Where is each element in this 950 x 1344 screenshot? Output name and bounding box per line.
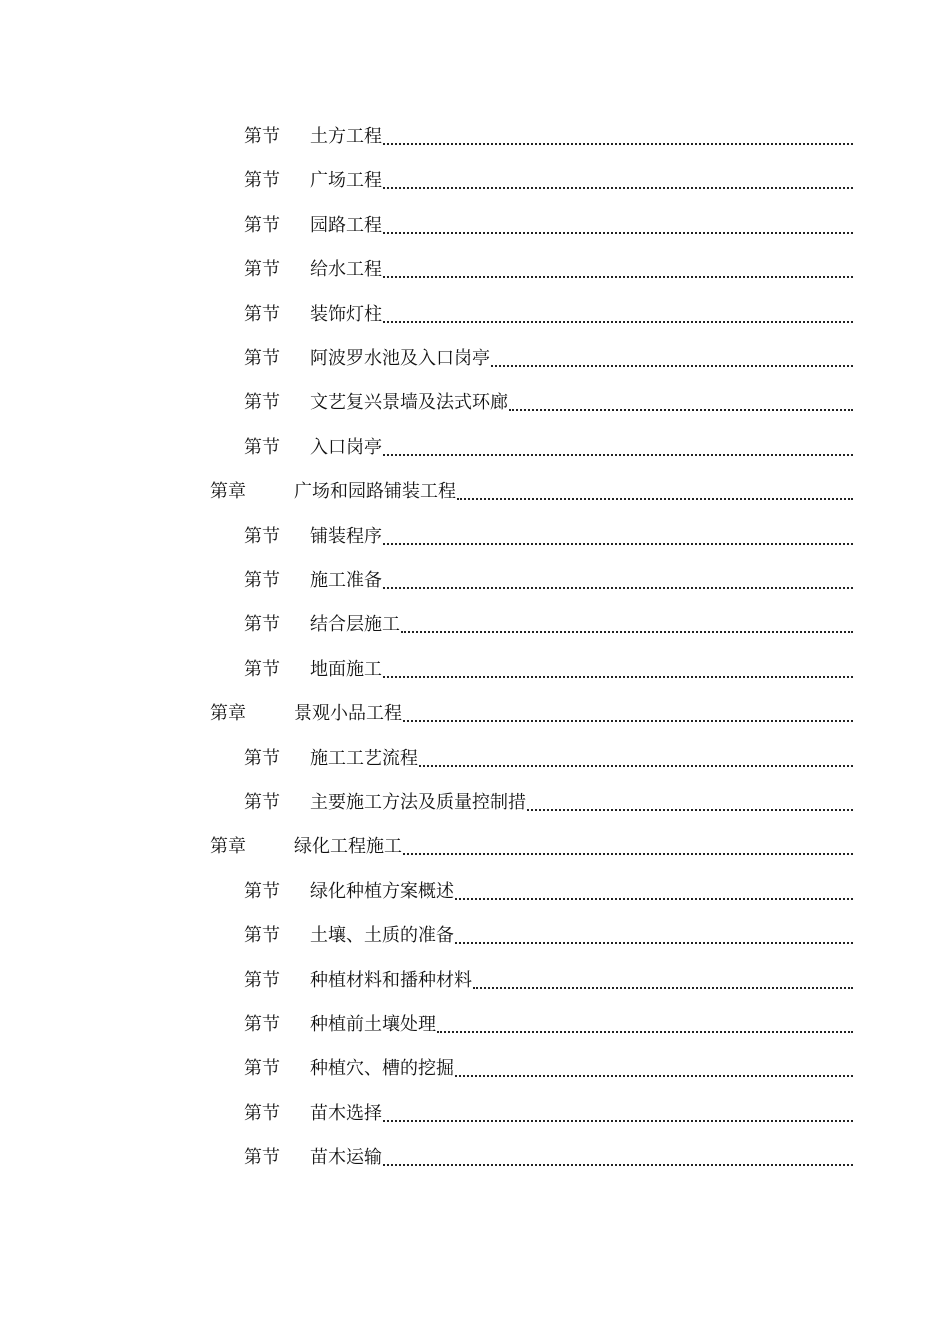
entry-label: 第节	[244, 304, 280, 325]
dot-leader	[456, 475, 853, 509]
entry-label: 第章	[210, 703, 246, 724]
dot-leader	[472, 964, 853, 998]
toc-entry[interactable]	[244, 164, 853, 198]
entry-label: 第节	[244, 748, 280, 769]
toc-entry[interactable]	[244, 520, 853, 554]
entry-label: 第节	[244, 215, 280, 236]
entry-title: 给水工程	[310, 259, 382, 280]
entry-label: 第节	[244, 170, 280, 191]
dot-leader	[382, 164, 853, 198]
toc-entry[interactable]	[244, 564, 853, 598]
dot-leader	[418, 742, 853, 776]
toc-entry[interactable]	[244, 120, 853, 154]
toc-entry[interactable]	[210, 697, 853, 731]
toc-entry[interactable]	[210, 475, 853, 509]
dot-leader	[436, 1008, 853, 1042]
toc-entry[interactable]	[244, 298, 853, 332]
dot-leader	[454, 875, 853, 909]
dot-leader	[382, 298, 853, 332]
dot-leader	[382, 1141, 853, 1175]
dot-leader	[382, 253, 853, 287]
toc-entry[interactable]	[244, 1141, 853, 1175]
toc-entry[interactable]	[244, 964, 853, 998]
toc-entry[interactable]	[244, 786, 853, 820]
dot-leader	[400, 608, 853, 642]
dot-leader	[382, 1097, 853, 1131]
entry-label: 第节	[244, 437, 280, 458]
entry-title: 绿化工程施工	[294, 836, 402, 857]
entry-label: 第章	[210, 836, 246, 857]
entry-label: 第节	[244, 348, 280, 369]
entry-label: 第节	[244, 659, 280, 680]
entry-title: 主要施工方法及质量控制措	[310, 792, 526, 813]
entry-title: 结合层施工	[310, 614, 400, 635]
toc-entry[interactable]	[244, 342, 853, 376]
entry-label: 第节	[244, 1103, 280, 1124]
toc-entry[interactable]	[244, 742, 853, 776]
entry-label: 第节	[244, 1147, 280, 1168]
dot-leader	[402, 697, 853, 731]
entry-label: 第节	[244, 792, 280, 813]
dot-leader	[382, 209, 853, 243]
toc-entry[interactable]	[244, 919, 853, 953]
dot-leader	[402, 830, 853, 864]
entry-title: 土壤、土质的准备	[310, 925, 454, 946]
entry-label: 第节	[244, 881, 280, 902]
entry-title: 装饰灯柱	[310, 304, 382, 325]
toc-entry[interactable]	[244, 253, 853, 287]
dot-leader	[490, 342, 853, 376]
entry-label: 第节	[244, 570, 280, 591]
entry-title: 苗木运输	[310, 1147, 382, 1168]
entry-title: 土方工程	[310, 126, 382, 147]
entry-title: 景观小品工程	[294, 703, 402, 724]
entry-label: 第节	[244, 1014, 280, 1035]
dot-leader	[454, 919, 853, 953]
entry-title: 种植前土壤处理	[310, 1014, 436, 1035]
entry-title: 种植穴、槽的挖掘	[310, 1058, 454, 1079]
toc-entry[interactable]	[244, 431, 853, 465]
entry-title: 施工工艺流程	[310, 748, 418, 769]
toc-entry[interactable]	[210, 830, 853, 864]
dot-leader	[382, 431, 853, 465]
dot-leader	[382, 564, 853, 598]
entry-title: 铺装程序	[310, 526, 382, 547]
toc-entry[interactable]	[244, 608, 853, 642]
entry-label: 第节	[244, 392, 280, 413]
entry-title: 种植材料和播种材料	[310, 970, 472, 991]
entry-title: 文艺复兴景墙及法式环廊	[310, 392, 508, 413]
dot-leader	[382, 653, 853, 687]
dot-leader	[382, 120, 853, 154]
entry-label: 第节	[244, 259, 280, 280]
dot-leader	[454, 1052, 853, 1086]
toc-entry[interactable]	[244, 1097, 853, 1131]
dot-leader	[508, 386, 853, 420]
toc-entry[interactable]	[244, 386, 853, 420]
toc-entry[interactable]	[244, 209, 853, 243]
entry-title: 入口岗亭	[310, 437, 382, 458]
entry-title: 园路工程	[310, 215, 382, 236]
entry-title: 施工准备	[310, 570, 382, 591]
entry-label: 第节	[244, 526, 280, 547]
entry-title: 广场工程	[310, 170, 382, 191]
entry-label: 第章	[210, 481, 246, 502]
entry-label: 第节	[244, 1058, 280, 1079]
toc-entry[interactable]	[244, 1008, 853, 1042]
toc-entry[interactable]	[244, 875, 853, 909]
entry-label: 第节	[244, 126, 280, 147]
entry-title: 苗木选择	[310, 1103, 382, 1124]
entry-title: 地面施工	[310, 659, 382, 680]
entry-label: 第节	[244, 925, 280, 946]
toc-entry[interactable]	[244, 1052, 853, 1086]
dot-leader	[526, 786, 853, 820]
entry-label: 第节	[244, 614, 280, 635]
toc-entry[interactable]	[244, 653, 853, 687]
dot-leader	[382, 520, 853, 554]
entry-title: 绿化种植方案概述	[310, 881, 454, 902]
entry-label: 第节	[244, 970, 280, 991]
entry-title: 阿波罗水池及入口岗亭	[310, 348, 490, 369]
entry-title: 广场和园路铺装工程	[294, 481, 456, 502]
